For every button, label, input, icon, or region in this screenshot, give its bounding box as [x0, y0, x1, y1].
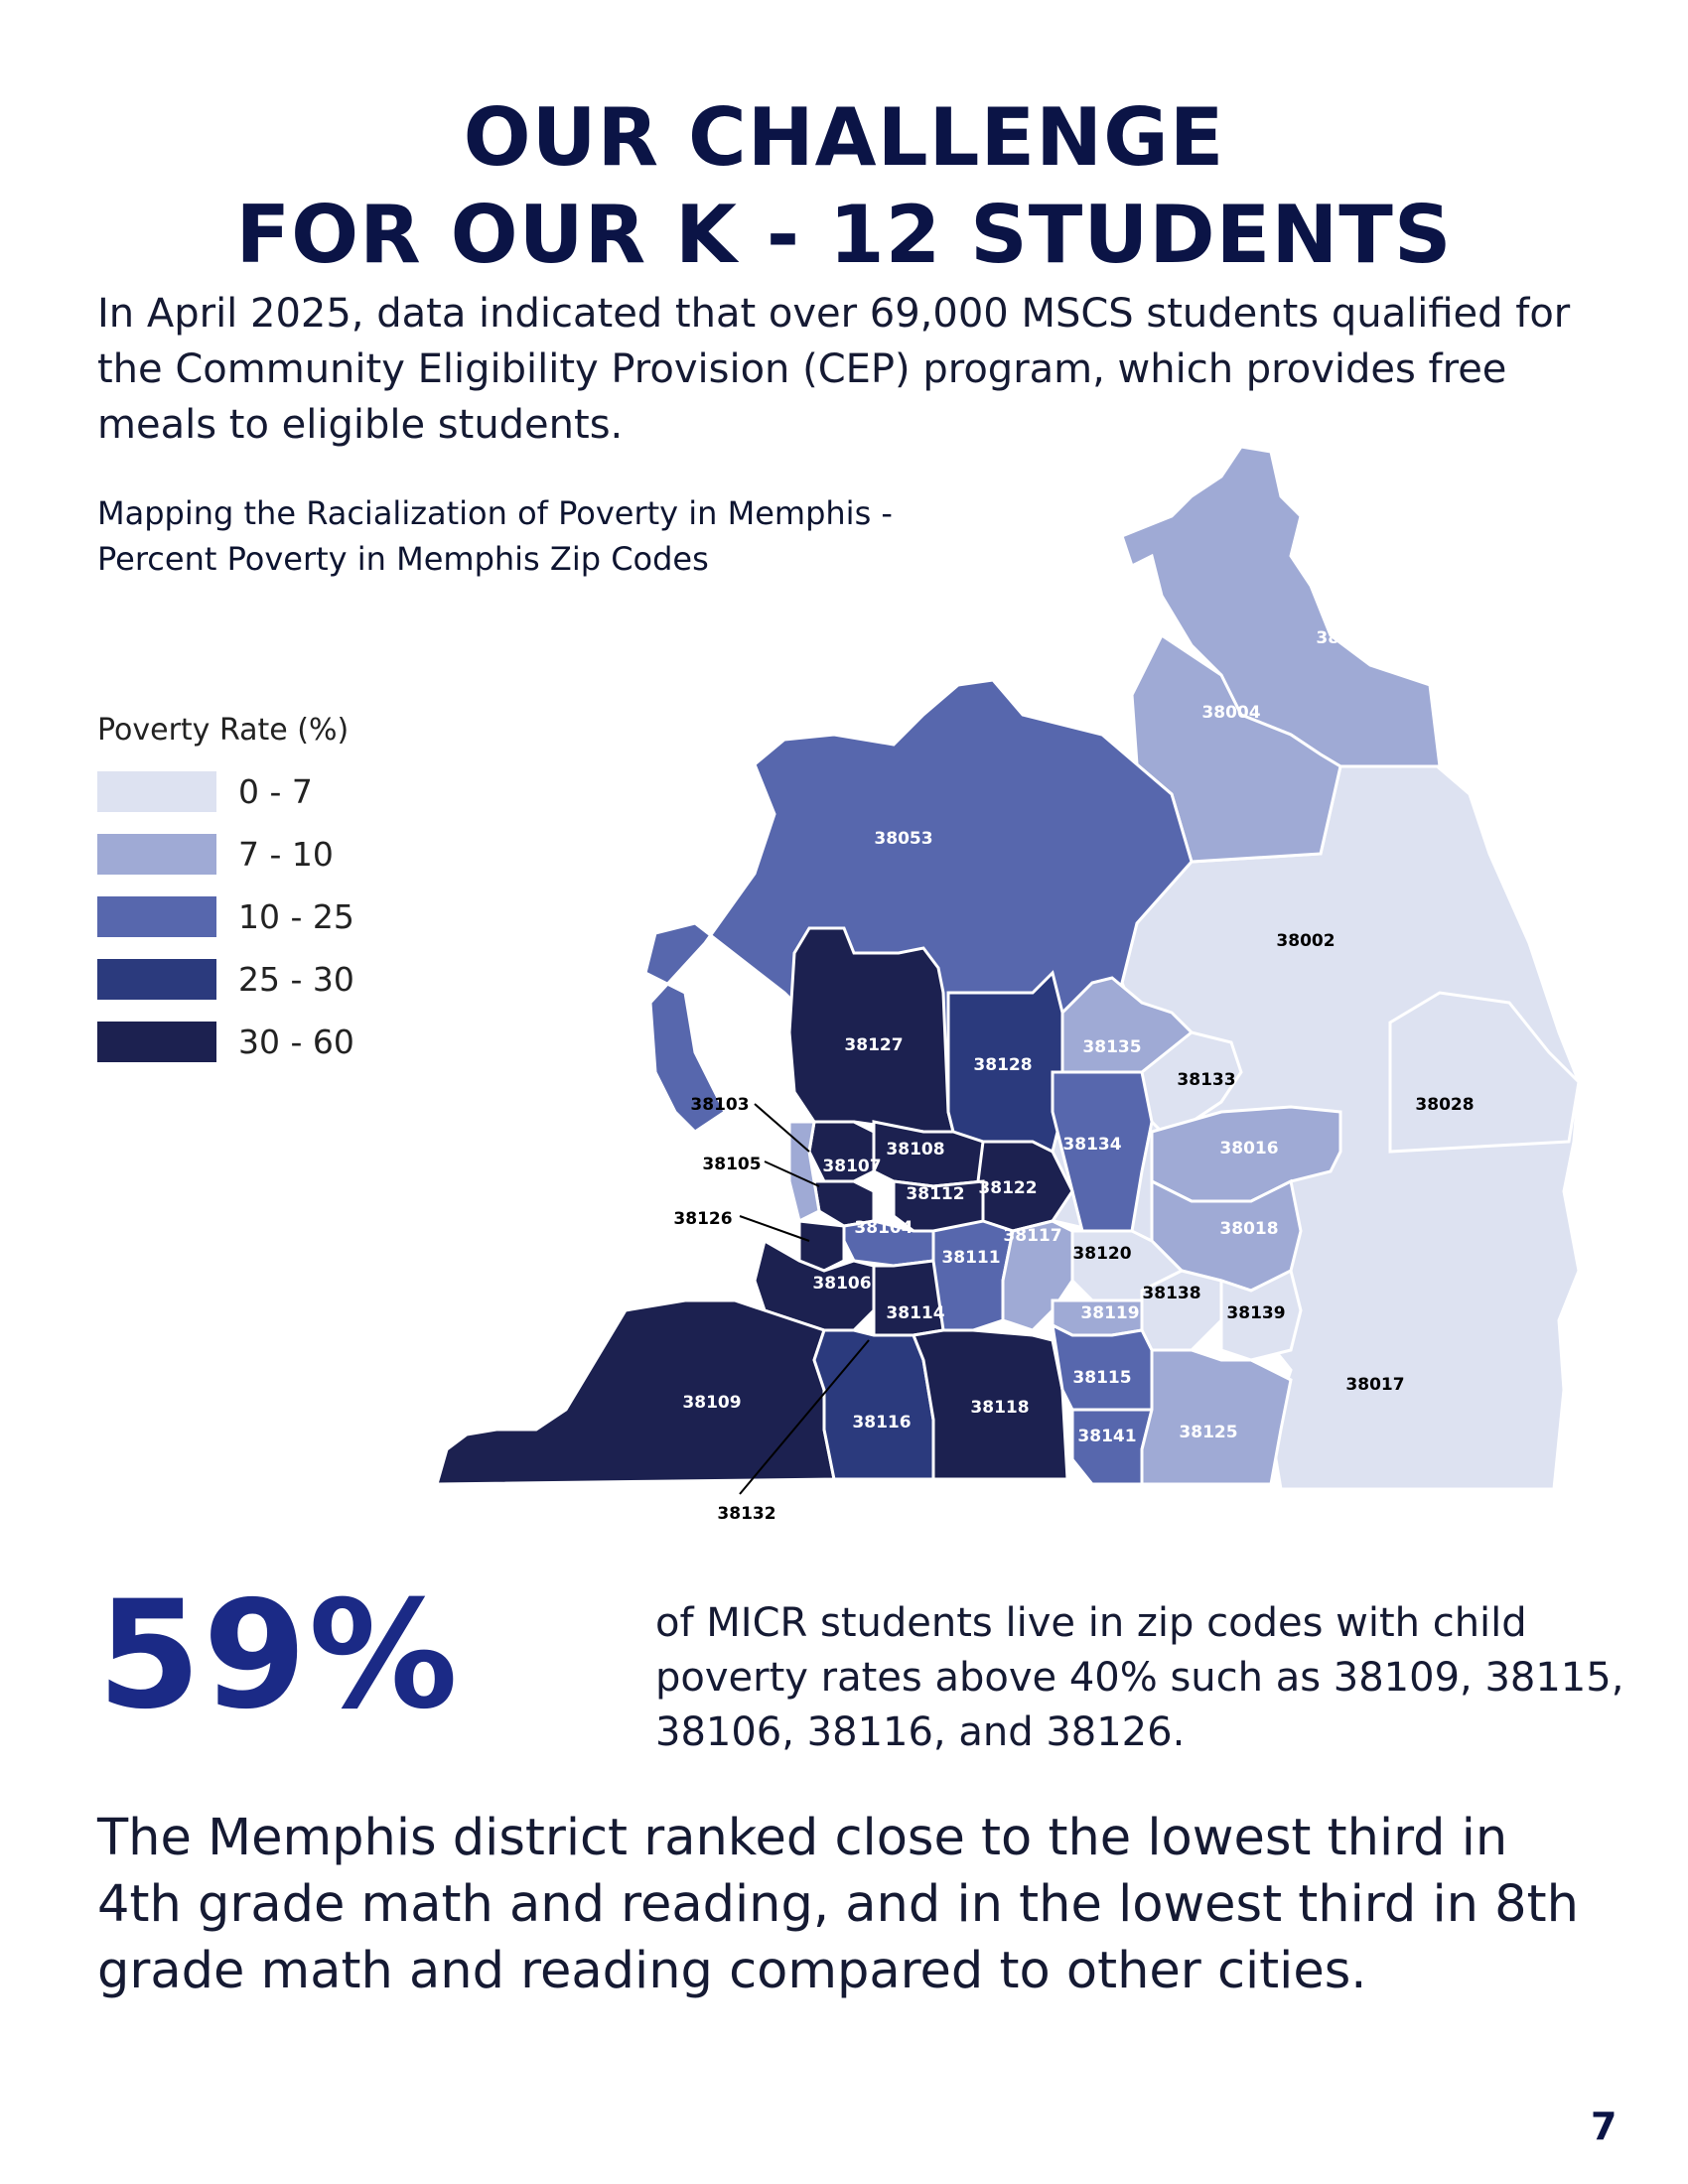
zip-label-38115: 38115: [1072, 1368, 1132, 1388]
region-38127: [789, 928, 953, 1132]
legend-item: [97, 948, 354, 1011]
legend-label: 30 - 60: [238, 1023, 354, 1061]
page-number: 7: [1591, 2105, 1618, 2148]
zip-label-38002: 38002: [1276, 931, 1336, 951]
map-title-line-1: Mapping the Racialization of Poverty in Memphis -: [97, 494, 893, 532]
zip-label-38109: 38109: [682, 1393, 742, 1413]
region-38114: [874, 1261, 943, 1335]
legend-swatch: [97, 959, 216, 1000]
zip-label-38138: 38138: [1142, 1284, 1201, 1303]
stat-description: of MICR students live in zip codes with child poverty rates above 40% such as 38109, 38115, 38106, 38116, and 38126.: [655, 1600, 1624, 1755]
region-38116: [814, 1330, 933, 1479]
zip-label-38107: 38107: [822, 1157, 882, 1176]
zip-label-38004: 38004: [1201, 703, 1261, 723]
zip-label-38120: 38120: [1072, 1244, 1132, 1264]
zip-label-38118: 38118: [970, 1398, 1030, 1418]
region-38141: [1072, 1410, 1152, 1484]
zip-label-38116: 38116: [852, 1413, 912, 1433]
poverty-map: [427, 437, 1589, 1539]
zip-label-38128: 38128: [973, 1055, 1033, 1075]
region-38109: [437, 1300, 834, 1484]
zip-label-38127: 38127: [844, 1035, 904, 1055]
closing-paragraph: The Memphis district ranked close to the lowest third in 4th grade math and reading, and in the lowest third in 8th grade math and reading compared to other cities.: [97, 1809, 1579, 2000]
intro-paragraph: In April 2025, data indicated that over 69,000 MSCS students qualified for the Community Eligibility Provision (CEP) program, which provides free meals to eligible students.: [97, 291, 1571, 448]
zip-label-38111: 38111: [941, 1248, 1001, 1268]
zip-label-38106: 38106: [812, 1274, 872, 1294]
zip-label-38134: 38134: [1062, 1135, 1122, 1155]
legend-swatch: [97, 834, 216, 875]
zip-label-38104: 38104: [854, 1218, 914, 1238]
legend-label: 10 - 25: [238, 897, 354, 936]
legend-label: 25 - 30: [238, 960, 354, 999]
zip-label-38117: 38117: [1003, 1226, 1062, 1246]
legend-title: Poverty Rate (%): [97, 713, 350, 748]
zip-label-38126: 38126: [673, 1209, 733, 1229]
region-38111: [933, 1221, 1013, 1330]
zip-label-38135: 38135: [1082, 1037, 1142, 1057]
legend-item: [97, 1011, 354, 1073]
zip-label-38103: 38103: [690, 1095, 750, 1115]
zip-label-38119: 38119: [1080, 1303, 1140, 1323]
zip-label-38122: 38122: [978, 1178, 1038, 1198]
zip-label-38108: 38108: [886, 1140, 945, 1160]
map-title-line-2: Percent Poverty in Memphis Zip Codes: [97, 540, 709, 578]
zip-label-38011: 38011: [1316, 628, 1375, 648]
zip-label-38016: 38016: [1219, 1139, 1279, 1159]
zip-label-38132: 38132: [717, 1504, 776, 1524]
legend-swatch: [97, 771, 216, 812]
title-line-1: OUR CHALLENGE: [463, 91, 1225, 184]
zip-label-38112: 38112: [906, 1184, 965, 1204]
page-title: [0, 89, 1688, 284]
zip-label-38141: 38141: [1077, 1427, 1137, 1446]
stat-percentage: 59%: [97, 1570, 461, 1742]
zip-label-38133: 38133: [1177, 1070, 1236, 1090]
legend-label: 0 - 7: [238, 772, 313, 811]
title-line-2: FOR OUR K - 12 STUDENTS: [235, 189, 1453, 281]
map-legend: [97, 711, 354, 1073]
legend-item: [97, 760, 354, 823]
legend-label: 7 - 10: [238, 835, 334, 874]
region-38125: [1142, 1350, 1291, 1484]
legend-swatch: [97, 896, 216, 937]
zip-label-38028: 38028: [1415, 1095, 1475, 1115]
zip-label-38018: 38018: [1219, 1219, 1279, 1239]
zip-label-38125: 38125: [1179, 1423, 1238, 1442]
zip-label-38053: 38053: [874, 829, 933, 849]
zip-label-38114: 38114: [886, 1303, 945, 1323]
zip-label-38017: 38017: [1345, 1375, 1405, 1395]
legend-item: [97, 886, 354, 948]
legend-item: [97, 823, 354, 886]
zip-label-38139: 38139: [1226, 1303, 1286, 1323]
legend-swatch: [97, 1022, 216, 1062]
zip-label-38105: 38105: [702, 1155, 762, 1174]
